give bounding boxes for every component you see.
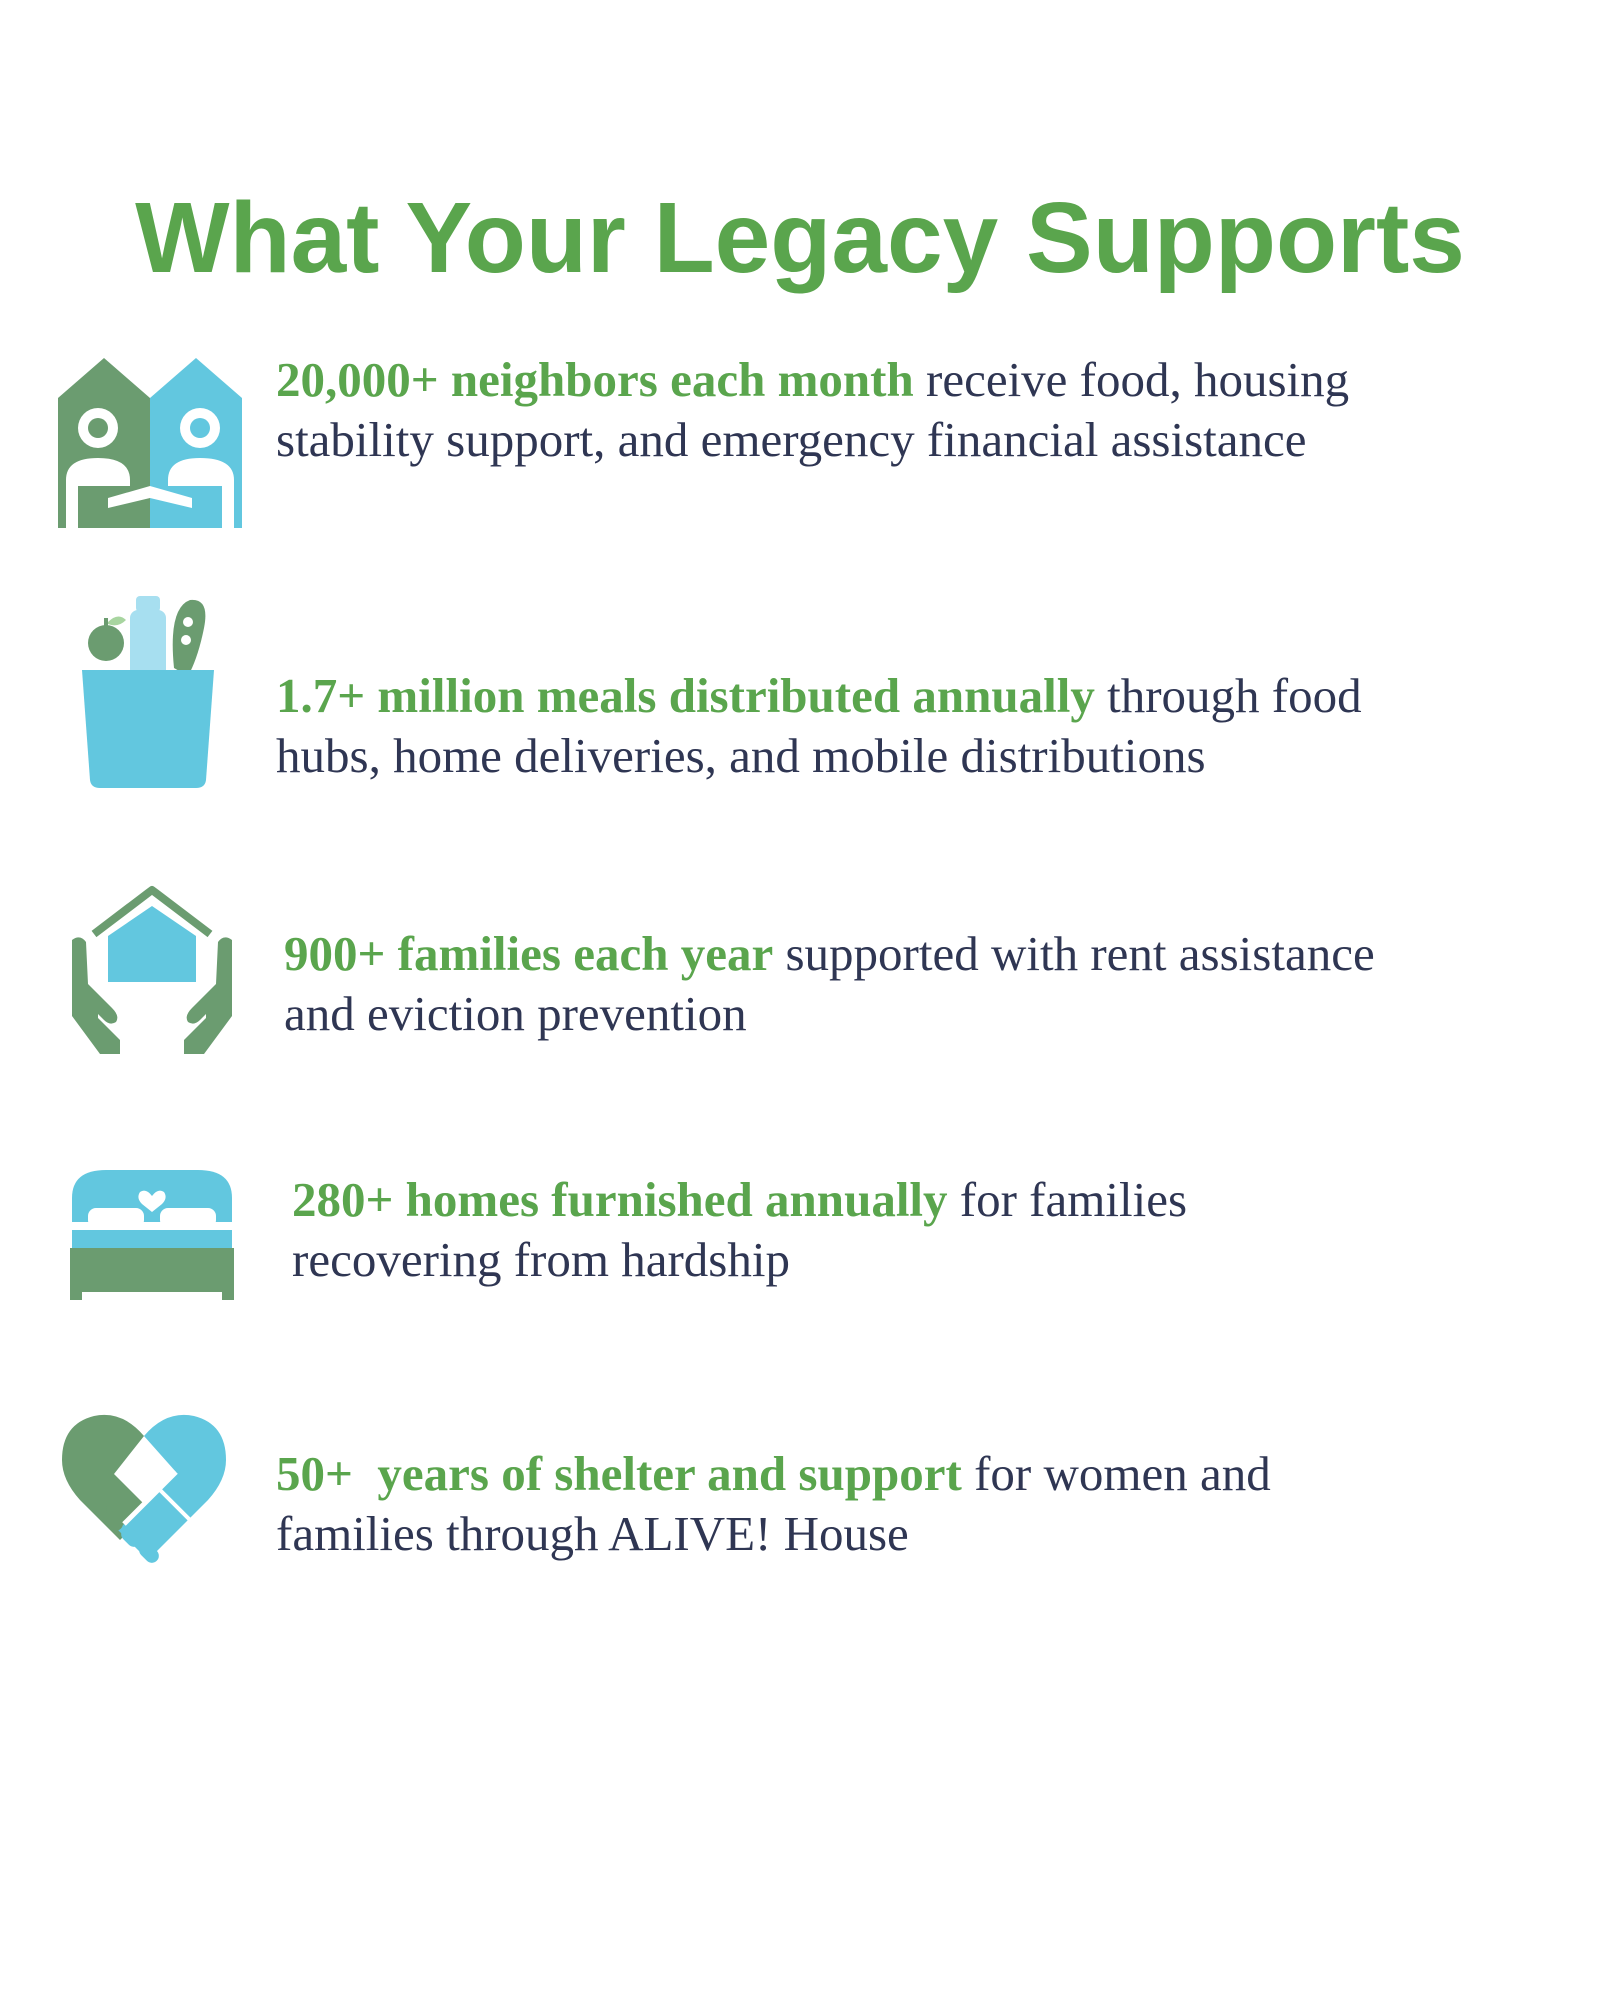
stat-description: receive food, housing stability support, and emergency financial assistance — [276, 352, 1350, 467]
page-title: What Your Legacy Supports — [135, 182, 1465, 294]
hands-holding-house-icon — [64, 884, 240, 1054]
stat-text — [292, 1170, 1392, 1290]
stat-highlight: 20,000+ neighbors each month — [276, 352, 914, 407]
grocery-bag-icon — [78, 588, 218, 788]
stat-highlight: 1.7+ million meals distributed annually — [276, 668, 1095, 723]
stat-highlight: 50+ years of shelter and support — [276, 1446, 962, 1501]
community-houses-icon — [58, 358, 242, 528]
stat-highlight: 900+ families each year — [284, 926, 774, 981]
stat-description: for women and families through ALIVE! House — [276, 1446, 1271, 1561]
stat-description: for families recovering from hardship — [292, 1172, 1188, 1287]
heart-handshake-icon — [58, 1410, 230, 1570]
stat-text — [276, 350, 1456, 470]
stat-highlight: 280+ homes furnished annually — [292, 1172, 948, 1227]
stat-description: supported with rent assistance and eviction prevention — [284, 926, 1375, 1041]
stat-text — [276, 666, 1476, 786]
stat-text — [276, 1444, 1396, 1564]
bed-icon — [66, 1166, 238, 1300]
stat-text — [284, 924, 1384, 1044]
stat-description: through food hubs, home deliveries, and mobile distributions — [276, 668, 1362, 783]
